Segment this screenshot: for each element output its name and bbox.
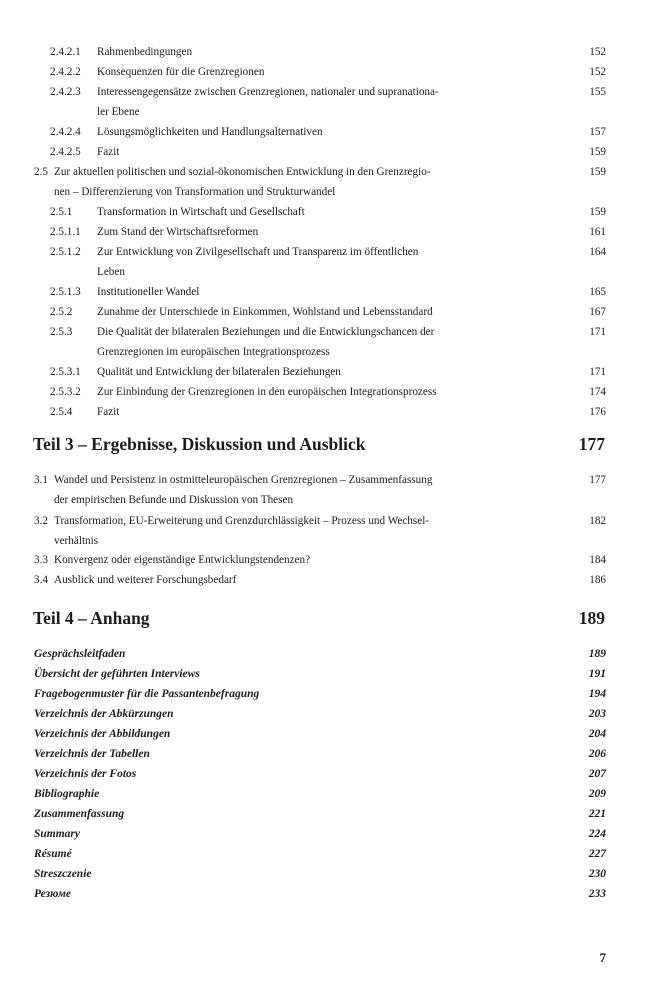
section-title: Institutioneller Wandel <box>97 286 200 298</box>
toc-entry <box>0 202 606 222</box>
toc-entry <box>0 322 606 362</box>
part-title: Teil 4 – Anhang <box>33 608 150 628</box>
part-page-number: 177 <box>578 434 605 454</box>
page-number: 159 <box>589 206 606 218</box>
appendix-title: Verzeichnis der Abkürzungen <box>34 708 174 720</box>
part-page-number: 189 <box>578 608 605 628</box>
section-number: 2.5.3.1 <box>50 366 81 378</box>
toc-entry <box>0 282 606 302</box>
appendix-entry <box>34 864 606 884</box>
section-title-continued: verhältnis <box>54 535 99 547</box>
page-number: 191 <box>588 668 606 680</box>
page-number: 164 <box>589 246 606 258</box>
appendix-title: Streszczenie <box>34 868 92 880</box>
appendix-title: Gesprächsleitfaden <box>34 648 126 660</box>
section-title-continued: nen – Differenzierung von Transformation und Strukturwandel <box>54 186 336 198</box>
toc-entry <box>0 570 606 590</box>
section-title: Zum Stand der Wirtschaftsreformen <box>97 226 259 238</box>
toc-entry <box>0 362 606 382</box>
toc-entry <box>0 402 606 422</box>
section-title: Qualität und Entwicklung der bilateralen Beziehungen <box>97 366 341 378</box>
section-title: Rahmenbedingungen <box>97 46 193 58</box>
page-number: 159 <box>589 166 606 178</box>
appendix-title: Bibliographie <box>34 788 100 800</box>
page-number: 230 <box>588 868 606 880</box>
toc-entry <box>0 470 606 510</box>
page-number: 167 <box>589 306 606 318</box>
section-number: 2.4.2.2 <box>50 66 81 78</box>
page-number: 189 <box>588 648 606 660</box>
section-title: Konsequenzen für die Grenzregionen <box>97 66 265 78</box>
section-title-continued: Grenzregionen im europäischen Integrationsprozess <box>97 346 330 358</box>
section-title: Zur Entwicklung von Zivilgesellschaft und Transparenz im öffentlichen <box>97 246 419 258</box>
toc-entry <box>0 302 606 322</box>
appendix-title: Résumé <box>34 848 72 860</box>
appendix-title: Verzeichnis der Abbildungen <box>34 728 171 740</box>
appendix-entry <box>34 804 606 824</box>
appendix-entry <box>34 744 606 764</box>
toc-entry <box>0 222 606 242</box>
appendix-title: Verzeichnis der Tabellen <box>34 748 150 760</box>
appendix-title: Fragebogenmuster für die Passantenbefragung <box>34 688 260 700</box>
section-title-continued: Leben <box>97 266 125 278</box>
page-number: 155 <box>589 86 606 98</box>
page-number: 194 <box>588 688 606 700</box>
appendix-title: Summary <box>34 828 81 840</box>
section-number: 2.4.2.3 <box>50 86 81 98</box>
section-title: Transformation in Wirtschaft und Gesellschaft <box>97 206 305 218</box>
page-number: 152 <box>589 46 606 58</box>
toc-entry <box>0 162 606 202</box>
section-title-continued: der empirischen Befunde und Diskussion von Thesen <box>54 494 294 506</box>
appendix-title: Резюме <box>34 888 71 900</box>
section-title: Lösungsmöglichkeiten und Handlungsalternativen <box>97 126 323 138</box>
section-number: 2.4.2.5 <box>50 146 81 158</box>
page-number: 206 <box>588 748 606 760</box>
section-title: Fazit <box>97 146 120 158</box>
section-number: 3.4 <box>34 574 48 586</box>
page-number: 203 <box>588 708 606 720</box>
appendix-entry <box>34 764 606 784</box>
section-number: 3.2 <box>34 515 48 527</box>
part-heading-teil-4 <box>33 604 605 632</box>
section-number: 3.3 <box>34 554 48 566</box>
section-number: 2.5.4 <box>50 406 73 418</box>
section-title: Fazit <box>97 406 120 418</box>
appendix-title: Zusammenfassung <box>34 808 125 820</box>
page-number: 157 <box>589 126 606 138</box>
appendix-entry <box>34 664 606 684</box>
toc-entry <box>0 62 606 82</box>
toc-entry <box>0 142 606 162</box>
section-title: Zunahme der Unterschiede in Einkommen, Wohlstand und Lebensstandard <box>97 306 433 318</box>
page-number: 233 <box>588 888 606 900</box>
section-number: 2.5.1.3 <box>50 286 81 298</box>
page-number: 159 <box>589 146 606 158</box>
page-number: 209 <box>588 788 606 800</box>
toc-entry <box>0 511 606 551</box>
section-number: 2.4.2.4 <box>50 126 81 138</box>
section-title: Zur aktuellen politischen und sozial-ökonomischen Entwicklung in den Grenzregio- <box>54 166 431 178</box>
toc-entry <box>0 122 606 142</box>
section-title: Transformation, EU-Erweiterung und Grenzdurchlässigkeit – Prozess und Wechsel- <box>54 515 430 527</box>
page-number: 186 <box>589 574 606 586</box>
page-number: 182 <box>589 515 606 527</box>
appendix-entry <box>34 784 606 804</box>
page-number: 171 <box>589 366 606 378</box>
toc-entry <box>0 550 606 570</box>
section-number: 2.5.1.2 <box>50 246 81 258</box>
section-title: Ausblick und weiterer Forschungsbedarf <box>54 574 237 586</box>
section-title-continued: ler Ebene <box>97 106 140 118</box>
section-title: Konvergenz oder eigenständige Entwicklungstendenzen? <box>54 554 311 566</box>
page-folio: 7 <box>599 950 606 965</box>
page-number: 204 <box>588 728 606 740</box>
section-number: 2.5 <box>34 166 48 178</box>
toc-entry <box>0 382 606 402</box>
appendix-entry <box>34 844 606 864</box>
appendix-entry <box>34 644 606 664</box>
appendix-entry <box>34 884 606 904</box>
page-number: 207 <box>588 768 606 780</box>
appendix-title: Übersicht der geführten Interviews <box>34 668 200 680</box>
page-number: 165 <box>589 286 606 298</box>
page-number: 227 <box>588 848 606 860</box>
page-number: 174 <box>589 386 606 398</box>
appendix-entry <box>34 684 606 704</box>
appendix-entry <box>34 724 606 744</box>
section-number: 2.5.1 <box>50 206 73 218</box>
page-number: 221 <box>588 808 606 820</box>
page-number: 176 <box>589 406 606 418</box>
page-number: 184 <box>589 554 606 566</box>
section-title: Zur Einbindung der Grenzregionen in den europäischen Integrationsprozess <box>97 386 437 398</box>
part-title: Teil 3 – Ergebnisse, Diskussion und Ausblick <box>33 434 366 454</box>
page-number: 152 <box>589 66 606 78</box>
section-number: 2.5.2 <box>50 306 73 318</box>
section-number: 2.5.3.2 <box>50 386 81 398</box>
appendix-title: Verzeichnis der Fotos <box>34 768 137 780</box>
toc-entry <box>0 82 606 122</box>
section-title: Die Qualität der bilateralen Beziehungen und die Entwicklungschancen der <box>97 326 435 338</box>
part-heading-teil-3 <box>33 430 605 458</box>
page-number: 171 <box>589 326 606 338</box>
page-number: 177 <box>589 474 606 486</box>
section-number: 2.5.3 <box>50 326 73 338</box>
toc-entry <box>0 242 606 282</box>
appendix-entry <box>34 824 606 844</box>
section-number: 3.1 <box>34 474 48 486</box>
section-title: Wandel und Persistenz in ostmitteleuropäischen Grenzregionen – Zusammenfassung <box>54 474 433 486</box>
appendix-entry <box>34 704 606 724</box>
toc-entry <box>0 42 606 62</box>
page-number: 224 <box>588 828 606 840</box>
section-number: 2.4.2.1 <box>50 46 81 58</box>
section-title: Interessengegensätze zwischen Grenzregionen, nationaler und supranationa- <box>97 86 439 98</box>
section-number: 2.5.1.1 <box>50 226 81 238</box>
page-number: 161 <box>589 226 606 238</box>
